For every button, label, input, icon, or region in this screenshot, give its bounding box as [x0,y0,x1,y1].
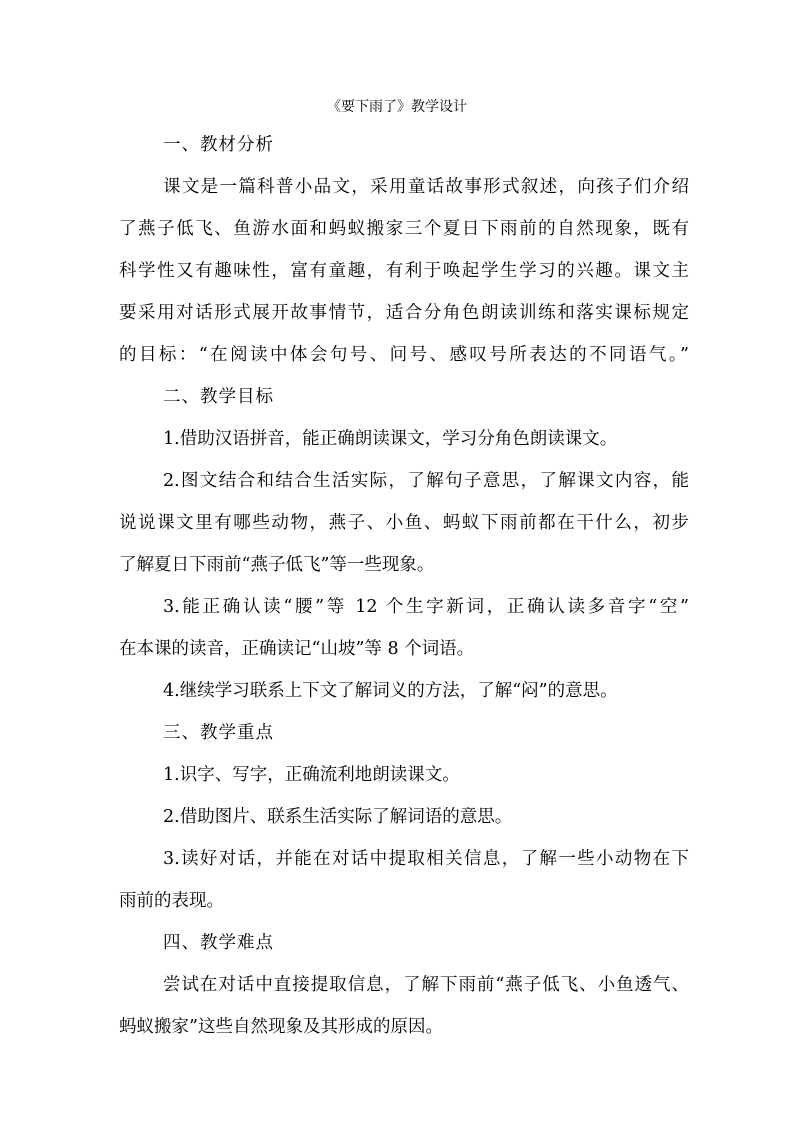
paragraph-line: 蚂蚁搬家”这些自然现象及其形成的原因。 [119,1017,443,1037]
paragraph-line: 尝试在对话中直接提取信息，了解下雨前“燕子低飞、小鱼透气、 [163,975,689,995]
list-item-line: 2.图文结合和结合生活实际，了解句子意思，了解课文内容，能 [163,471,689,491]
list-item-line: 3.读好对话，并能在对话中提取相关信息，了解一些小动物在下 [163,849,689,869]
section-heading-difficulties: 四、教学难点 [163,933,274,953]
section-heading-key-points: 三、教学重点 [163,723,274,743]
document-body [119,124,689,1048]
paragraph-line: 了燕子低飞、鱼游水面和蚂蚁搬家三个夏日下雨前的自然现象，既有 [119,219,689,239]
section-heading-goals: 二、教学目标 [163,387,274,407]
list-item-line: 1.借助汉语拼音，能正确朗读课文，学习分角色朗读课文。 [163,429,618,449]
list-item-line: 3.能正确认读“腰”等 12 个生字新词，正确认读多音字“空” [163,597,689,617]
paragraph-line: 课文是一篇科普小品文，采用童话故事形式叙述，向孩子们介绍 [163,177,689,197]
list-item-line: 说说课文里有哪些动物，燕子、小鱼、蚂蚁下雨前都在干什么，初步 [119,513,689,533]
paragraph-line: 要采用对话形式展开故事情节，适合分角色朗读训练和落实课标规定 [119,303,689,323]
list-item-line: 2.借助图片、联系生活实际了解词语的意思。 [163,807,513,827]
section-heading-analysis: 一、教材分析 [163,135,274,155]
list-item-line: 在本课的读音，正确读记“山坡”等 8 个词语。 [119,639,475,659]
list-item-line: 4.继续学习联系上下文了解词义的方法，了解“闷”的意思。 [163,681,618,701]
list-item-line: 雨前的表现。 [119,891,224,911]
paragraph-line: 科学性又有趣味性，富有童趣，有利于唤起学生学习的兴趣。课文主 [119,261,689,281]
paragraph-line: 的目标：“在阅读中体会句号、问号、感叹号所表达的不同语气。” [119,345,689,365]
document-title: 《要下雨了》教学设计 [327,99,467,115]
list-item-line: 了解夏日下雨前“燕子低飞”等一些现象。 [119,555,435,575]
list-item-line: 1.识字、写字，正确流利地朗读课文。 [163,765,460,785]
